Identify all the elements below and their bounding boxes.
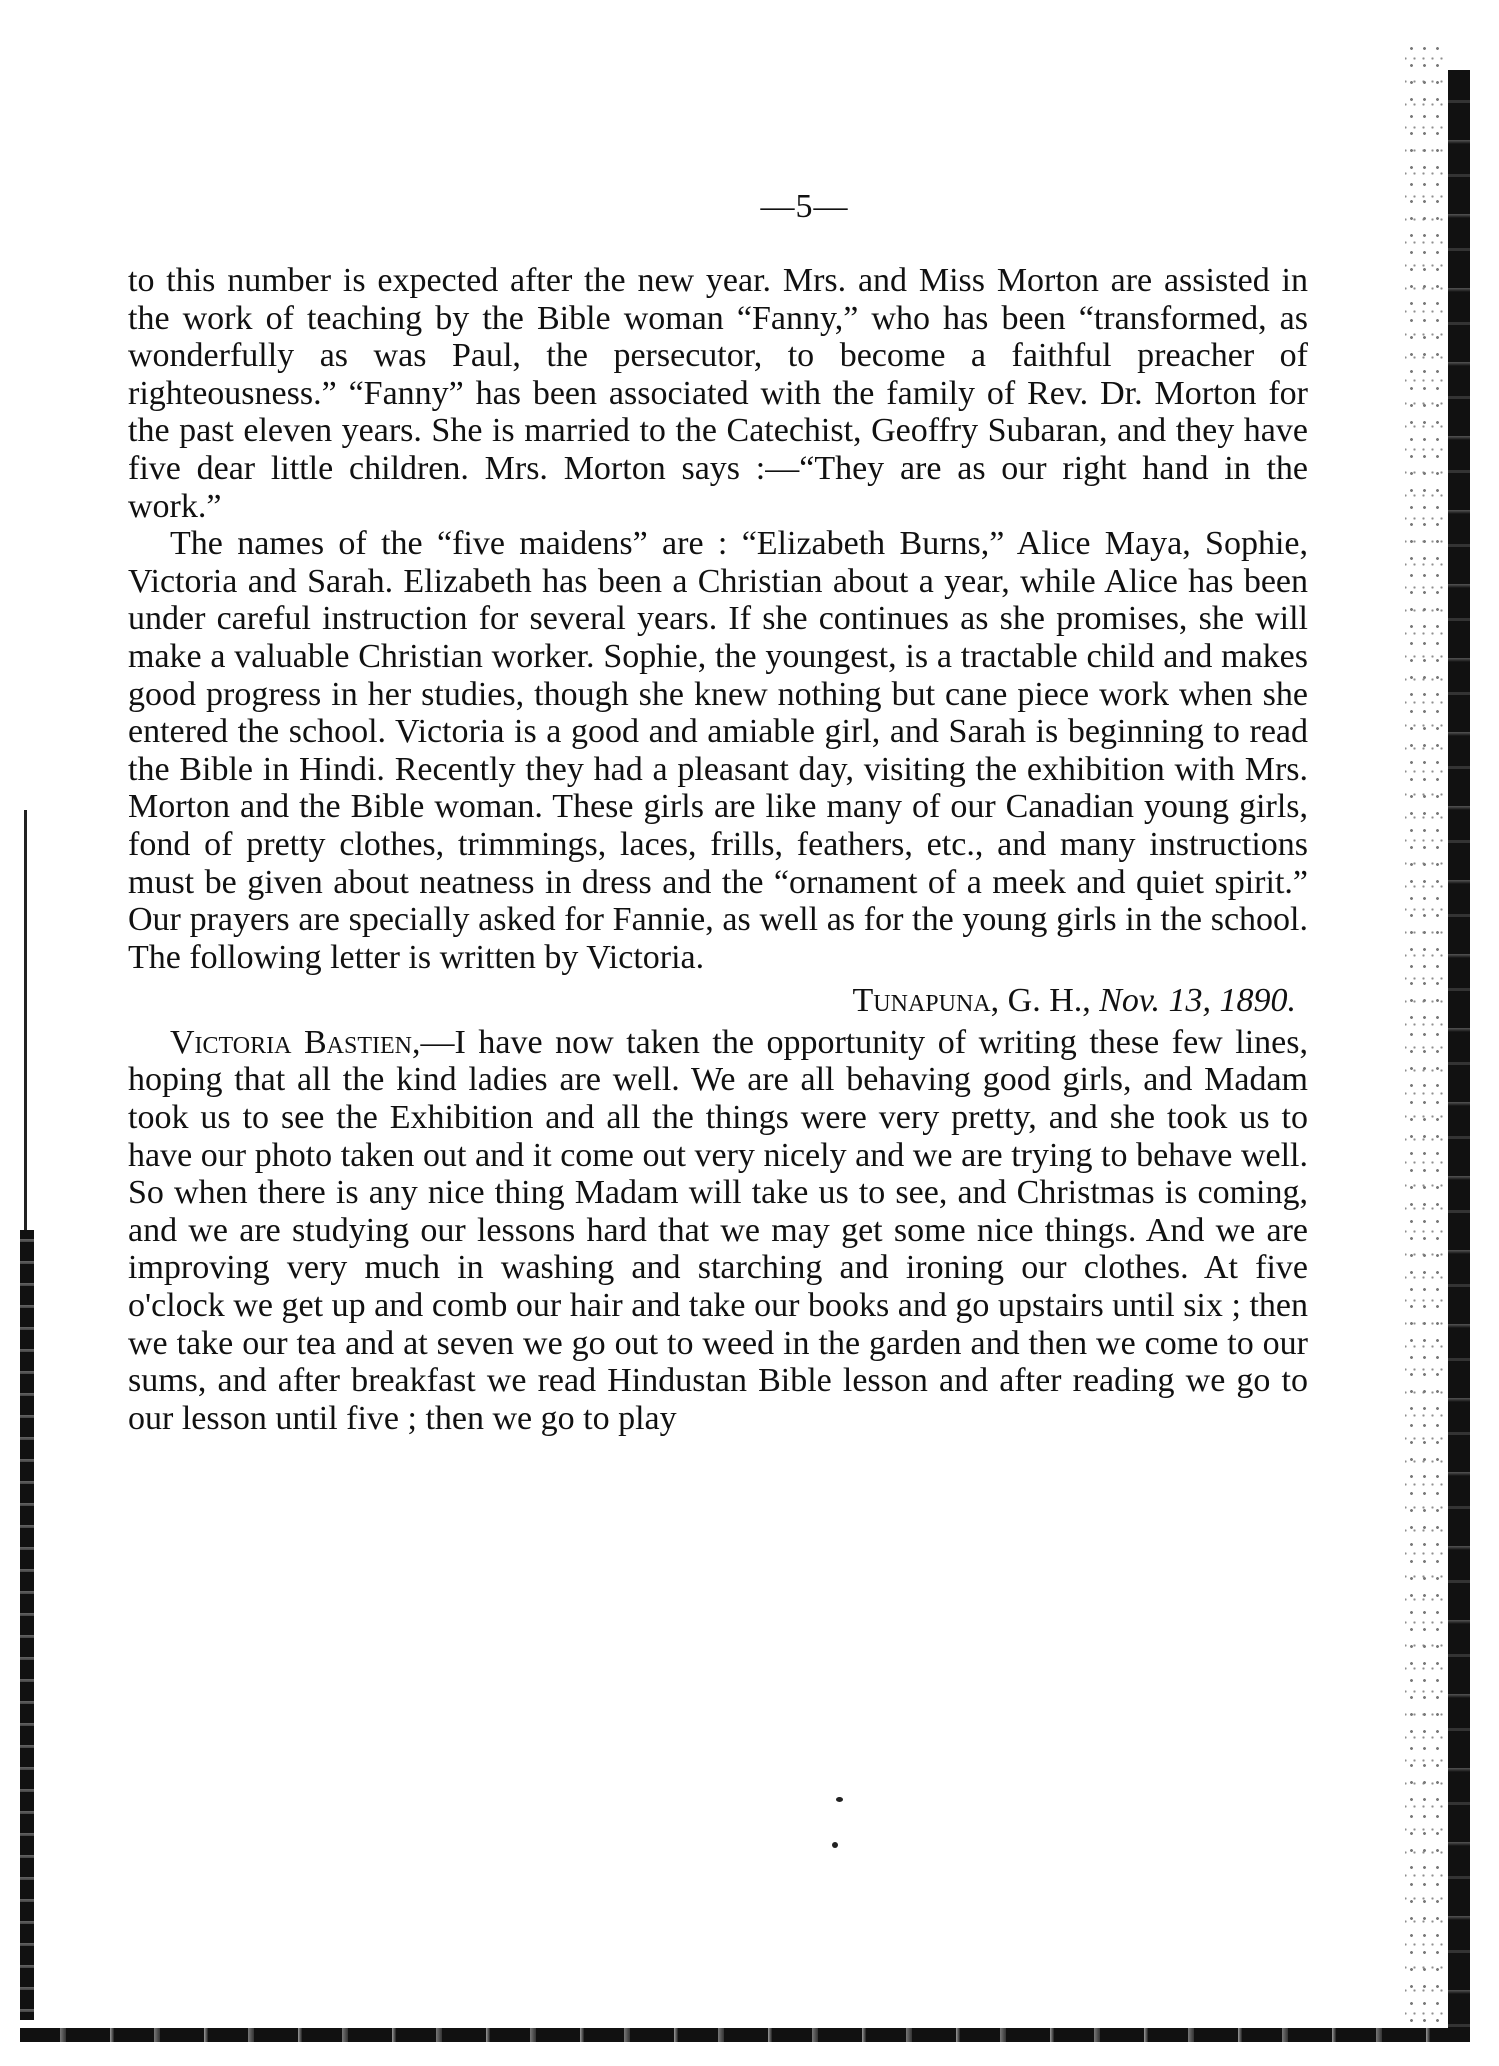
letter-date: Nov. 13, 1890.	[1099, 982, 1296, 1020]
paragraph-five-maidens: The names of the “five maidens” are : “Elizabeth Burns,” Alice Maya, Sophie, Victoria and Sarah. Elizabeth has been a Christian about a year, while Alice has been under careful instruction for several years. If she continues as she promises, she will make a valuable Christian worker. Sophie, the youngest, is a tractable child and makes good progress in her studies, though she knew nothing but cane piece work when she entered the school. Victoria is a good and amiable girl, and Sarah is beginning to read the Bible in Hindi. Recently they had a pleasant day, visiting the exhibition with Mrs. Morton and the Bible woman. These girls are like many of our Canadian young girls, fond of pretty clothes, trimmings, laces, frills, feathers, etc., and many instructions must be given about neatness in dress and the “ornament of a meek and quiet spirit.” Our prayers are specially asked for Fannie, as well as for the young girls in the school. The following letter is written by Victoria.	[128, 525, 1308, 976]
scan-edge-speckle-right	[1405, 40, 1447, 2030]
scan-edge-bar-bottom	[20, 2028, 1470, 2042]
ink-speck	[832, 1842, 838, 1848]
page-text	[128, 262, 1308, 1437]
scan-edge-line-left	[24, 810, 27, 1230]
scan-edge-bar-left	[20, 1230, 34, 2020]
page-number: —5—	[760, 188, 849, 225]
paragraph-continued: to this number is expected after the new year. Mrs. and Miss Morton are assisted in the work of teaching by the Bible woman “Fanny,” who has been “transformed, as wonderfully as was Paul, the persecutor, to become a faithful preacher of righteousness.” “Fanny” has been associated with the family of Rev. Dr. Morton for the past eleven years. She is married to the Catechist, Geoffry Subaran, and they have five dear little children. Mrs. Morton says :—“They are as our right hand in the work.”	[128, 262, 1308, 525]
letter-text: I have now taken the opportunity of writing these few lines, hoping that all the kind ladies are well. We are all behaving good girls, and Madam took us to see the Exhibition and all the things were very pretty, and she took us to have our photo taken out and it come out very nicely and we are trying to behave well. So when there is any nice thing Madam will take us to see, and Christmas is coming, and we are studying our lessons hard that we may get some nice things. And we are improving very much in washing and starching and ironing our clothes. At five o'clock we get up and comb our hair and take our books and go upstairs until six ; then we take our tea and at seven we go out to weed in the garden and then we come to our sums, and after breakfast we read Hindustan Bible lesson and after reading we go to our lesson until five ; then we go to play	[128, 1023, 1308, 1437]
ink-speck	[836, 1797, 843, 1802]
letter-salutation: Victoria Bastien,—	[170, 1023, 455, 1061]
scan-edge-bar-right	[1448, 70, 1470, 2040]
letter-dateline	[128, 982, 1308, 1020]
letter-place: Tunapuna, G. H.,	[852, 982, 1091, 1020]
letter-body	[128, 1024, 1308, 1438]
